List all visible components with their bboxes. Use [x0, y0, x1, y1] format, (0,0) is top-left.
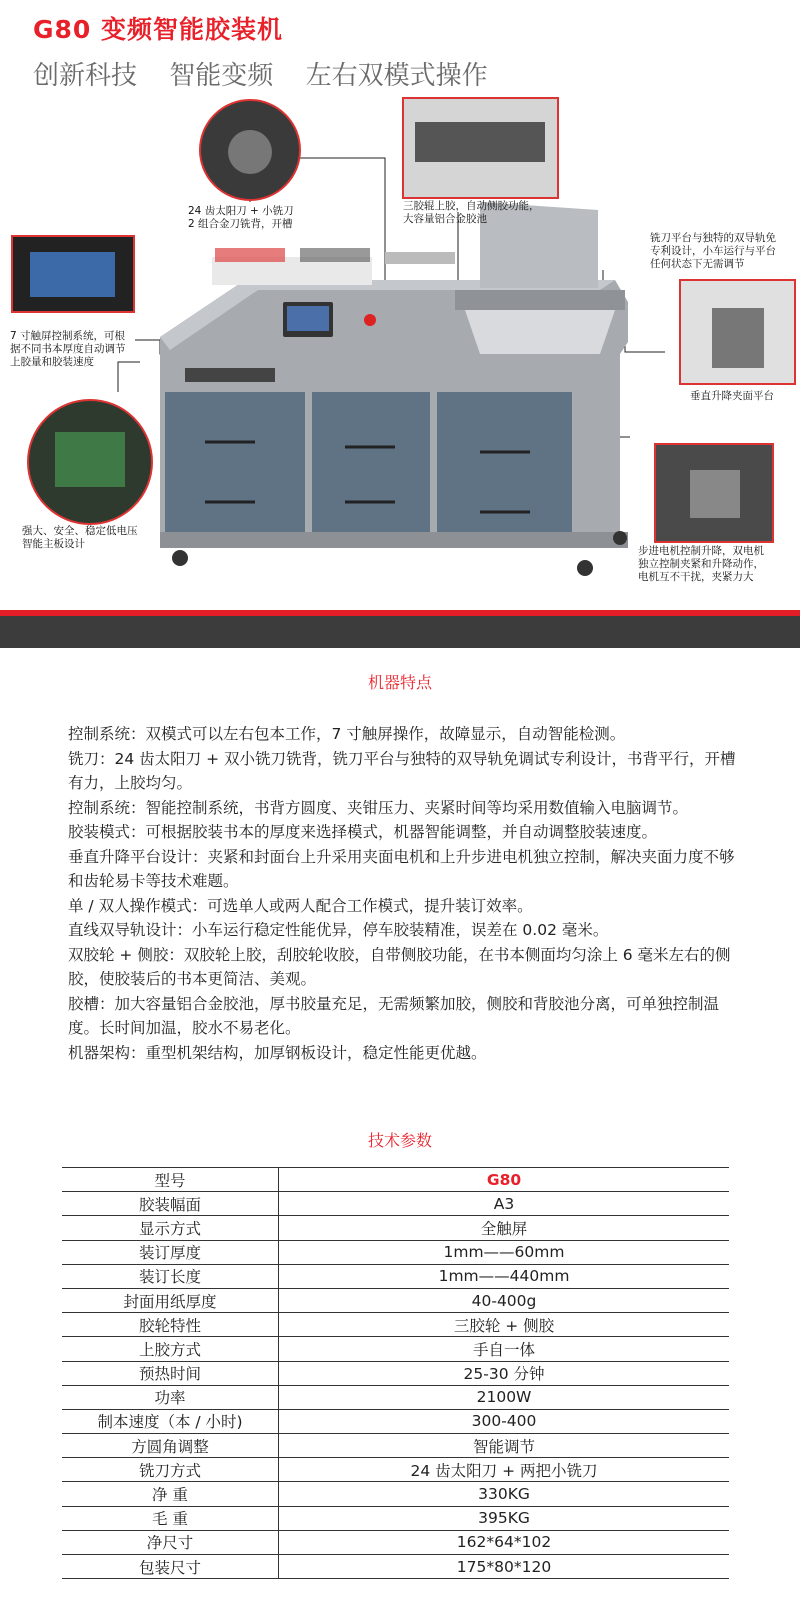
table-row	[62, 1337, 729, 1361]
spec-value: 175*80*120	[279, 1555, 730, 1579]
spec-label: 显示方式	[62, 1216, 279, 1240]
specs-title: 技术参数	[367, 1131, 432, 1150]
spec-label: 铣刀方式	[62, 1458, 279, 1482]
spec-label: 功率	[62, 1385, 279, 1409]
features-title: 机器特点	[367, 673, 432, 692]
feature-item: 控制系统：双模式可以左右包本工作，7 寸触屏操作，故障显示，自动智能检测。	[68, 725, 626, 743]
slogan-3: 左右双模式操作	[305, 61, 488, 91]
callout-platform: 垂直升降夹面平台	[690, 390, 774, 402]
spec-label: 预热时间	[62, 1361, 279, 1385]
callout-rail: 铣刀平台与独特的双导轨免 专利设计，小车运行与平台 任何状态下无需调节	[650, 232, 776, 270]
feature-item: 机器架构：重型机架结构，加厚钢板设计，稳定性能更优越。	[68, 1043, 487, 1062]
table-row	[62, 1458, 729, 1482]
table-row	[62, 1216, 729, 1240]
features-list	[68, 722, 738, 1065]
callout-glue-roller: 三胶辊上胶，自动侧胶功能， 大容量铝合金胶池	[403, 200, 540, 225]
spec-label: 方圆角调整	[62, 1434, 279, 1458]
spec-value: 智能调节	[279, 1434, 730, 1458]
spec-value: 手自一体	[279, 1337, 730, 1361]
machine-body	[160, 202, 628, 576]
spec-value: 395KG	[279, 1506, 730, 1530]
table-row	[62, 1192, 729, 1216]
feature-item: 双胶轮 + 侧胶：双胶轮上胶，刮胶轮收胶，自带侧胶功能，在书本侧面均匀涂上 6 毫米左右的侧胶，使胶装后的书本更简洁、美观。	[68, 945, 731, 988]
spec-value: G80	[279, 1168, 730, 1192]
spec-value: 1mm——60mm	[279, 1240, 730, 1264]
table-row	[62, 1385, 729, 1409]
spec-value: 三胶轮 + 侧胶	[279, 1313, 730, 1337]
table-row	[62, 1530, 729, 1554]
spec-value: 25-30 分钟	[279, 1361, 730, 1385]
table-row	[62, 1313, 729, 1337]
table-row	[62, 1264, 729, 1288]
callout-touchscreen: 7 寸触屏控制系统，可根 据不同书本厚度自动调节 上胶量和胶装速度	[10, 330, 126, 368]
page-title: G80 变频智能胶装机	[33, 15, 284, 44]
spec-value: 300-400	[279, 1409, 730, 1433]
feature-item: 铣刀：24 齿太阳刀 + 双小铣刀铣背，铣刀平台与独特的双导轨免调试专利设计，书背平行，开槽有力，上胶均匀。	[68, 749, 736, 792]
spec-label: 胶装幅面	[62, 1192, 279, 1216]
table-row	[62, 1361, 729, 1385]
slogan-row	[33, 55, 512, 92]
feature-item: 胶槽：加大容量铝合金胶池，厚书胶量充足，无需频繁加胶，侧胶和背胶池分离，可单独控制温度。长时间加温，胶水不易老化。	[68, 994, 720, 1037]
table-row	[62, 1288, 729, 1312]
spec-value: 2100W	[279, 1385, 730, 1409]
spec-table	[62, 1167, 729, 1579]
spec-label: 净 重	[62, 1482, 279, 1506]
spec-value: A3	[279, 1192, 730, 1216]
spec-label: 型号	[62, 1168, 279, 1192]
spec-label: 胶轮特性	[62, 1313, 279, 1337]
table-row	[62, 1506, 729, 1530]
feature-item: 控制系统：智能控制系统，书背方圆度、夹钳压力、夹紧时间等均采用数值输入电脑调节。	[68, 798, 689, 817]
table-row	[62, 1168, 729, 1192]
spec-value: 1mm——440mm	[279, 1264, 730, 1288]
table-row	[62, 1482, 729, 1506]
spec-value: 162*64*102	[279, 1530, 730, 1554]
spec-label: 毛 重	[62, 1506, 279, 1530]
table-row	[62, 1409, 729, 1433]
spec-value: 24 齿太阳刀 + 两把小铣刀	[279, 1458, 730, 1482]
table-row	[62, 1555, 729, 1579]
spec-label: 封面用纸厚度	[62, 1288, 279, 1312]
spec-value: 40-400g	[279, 1288, 730, 1312]
spec-label: 装订长度	[62, 1264, 279, 1288]
spec-label: 上胶方式	[62, 1337, 279, 1361]
callout-cutter: 24 齿太阳刀 + 小铣刀 2 组合金刀铣背，开槽	[188, 205, 294, 230]
table-row	[62, 1434, 729, 1458]
feature-item: 直线双导轨设计：小车运行稳定性能优异，停车胶装精准，误差在 0.02 毫米。	[68, 921, 609, 939]
spec-label: 包装尺寸	[62, 1555, 279, 1579]
callout-mainboard: 强大、安全、稳定低电压 智能主板设计	[22, 525, 138, 550]
spec-label: 装订厚度	[62, 1240, 279, 1264]
spec-label: 制本速度（本 / 小时)	[62, 1409, 279, 1433]
slogan-1: 创新科技	[33, 61, 138, 91]
feature-item: 单 / 双人操作模式：可选单人或两人配合工作模式，提升装订效率。	[68, 896, 533, 915]
callout-stepper: 步进电机控制升降，双电机 独立控制夹紧和升降动作， 电机互不干扰，夹紧力大	[638, 545, 764, 583]
spec-label: 净尺寸	[62, 1530, 279, 1554]
spec-value: 330KG	[279, 1482, 730, 1506]
divider-grey	[0, 616, 800, 648]
spec-value: 全触屏	[279, 1216, 730, 1240]
table-row	[62, 1240, 729, 1264]
slogan-2: 智能变频	[169, 61, 274, 91]
feature-item: 垂直升降平台设计：夹紧和封面台上升采用夹面电机和上升步进电机独立控制，解决夹面力度不够和齿轮易卡等技术难题。	[68, 847, 735, 890]
feature-item: 胶装模式：可根据胶装书本的厚度来选择模式，机器智能调整，并自动调整胶装速度。	[68, 823, 658, 841]
